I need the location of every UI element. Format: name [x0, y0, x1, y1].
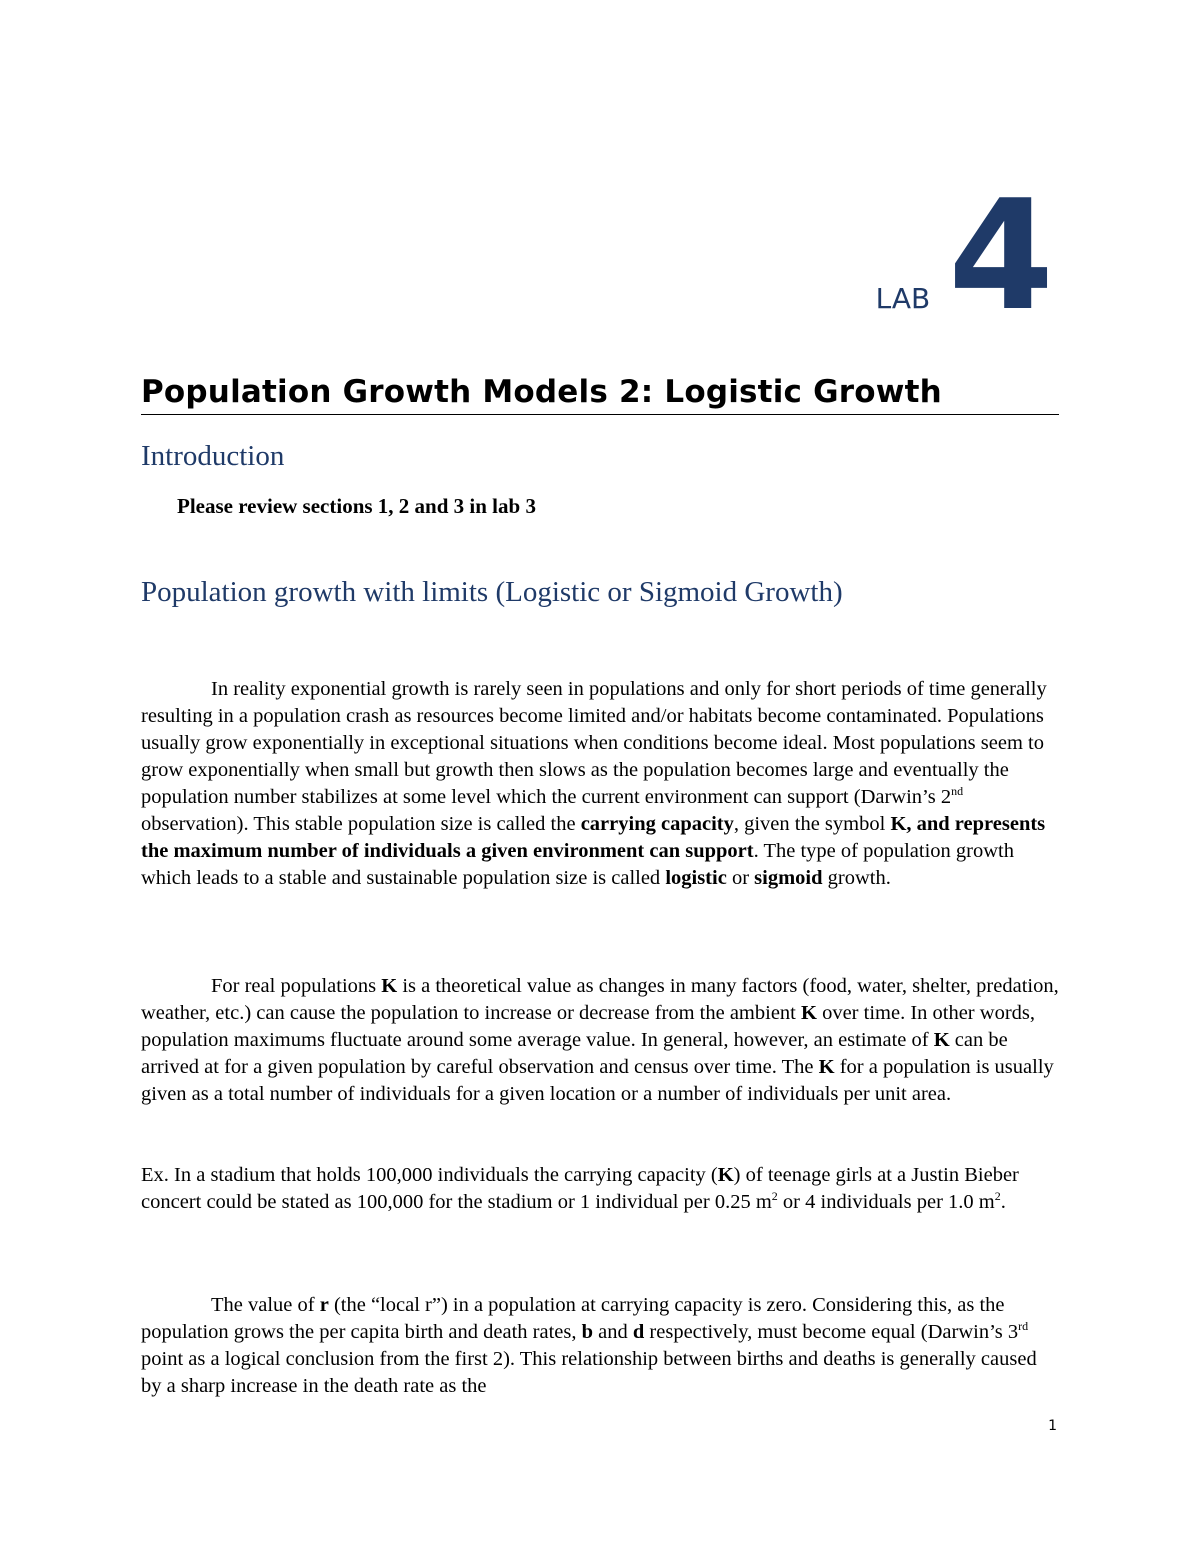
text-run: For real populations [211, 975, 382, 997]
text-run: can be arrived at for a given population by careful observation and census over time. The [141, 1029, 1008, 1078]
text-run: for a population is usually given as a total number of individuals for a given location or a number of individuals per unit area. [141, 1056, 1054, 1105]
bold-term: K [818, 1056, 835, 1078]
lab-number: 4 [948, 167, 1054, 344]
text-run: . The type of population growth which leads to a stable and sustainable population size is called [141, 840, 1014, 889]
text-run: or 4 individuals per 1.0 m [777, 1191, 995, 1213]
bold-term: d [632, 1321, 645, 1343]
text-run: observation). This stable population size is called the [141, 813, 581, 835]
superscript: nd [951, 784, 964, 799]
text-run: over time. In other words, population maximums fluctuate around some average value. In general, however, an estimate of [141, 1002, 1035, 1051]
introduction-heading: Introduction [141, 440, 285, 472]
text-run: is a theoretical value as changes in many factors (food, water, shelter, predation, weather, etc.) can cause the population to increase or decrease from the ambient [141, 975, 1059, 1024]
text-run: growth. [822, 867, 891, 889]
paragraph-example [141, 1162, 1059, 1216]
lab-header [875, 167, 1054, 344]
text-run: or [726, 867, 755, 889]
text-run: and [593, 1321, 633, 1343]
text-run: ) of teenage girls at a Justin Bieber concert could be stated as 100,000 for the stadium or 1 individual per 0.25 m [141, 1164, 1019, 1213]
section-heading: Population growth with limits (Logistic or Sigmoid Growth) [141, 576, 843, 608]
text-run: point as a logical conclusion from the first 2). This relationship between births and deaths is generally caused by a sharp increase in the death rate as the [141, 1348, 1037, 1397]
page-title: Population Growth Models 2: Logistic Growth [141, 374, 1059, 415]
paragraph-logistic-intro [141, 676, 1059, 892]
bold-term: K [381, 975, 398, 997]
bold-term: b [581, 1321, 594, 1343]
superscript: 2 [771, 1189, 778, 1204]
text-run: (the “local r”) in a population at carrying capacity is zero. Considering this, as the population grows the per capita birth and death rates, [141, 1294, 1005, 1343]
bold-term: K [801, 1002, 817, 1024]
lab-label: LAB [875, 282, 931, 315]
superscript: 2 [994, 1189, 1001, 1204]
text-run: . [1000, 1191, 1006, 1213]
review-note: Please review sections 1, 2 and 3 in lab 3 [177, 494, 536, 518]
bold-term: r [319, 1294, 329, 1316]
paragraph-real-populations [141, 973, 1059, 1108]
text-run: , given the symbol [733, 813, 891, 835]
text-run: In reality exponential growth is rarely seen in populations and only for short periods of time generally resulting in a population crash as resources become limited and/or habitats become contaminated. Populations usually grow exponentially in exceptional situations when conditions become ideal. Most populations seem to grow exponentially when small but growth then slows as the population becomes large and eventually the population number stabilizes at some level which the current environment can support (Darwin’s 2 [141, 678, 1047, 808]
page-number: 1 [1048, 1418, 1057, 1434]
superscript: rd [1018, 1319, 1029, 1334]
text-run: Ex. In a stadium that holds 100,000 individuals the carrying capacity ( [141, 1164, 718, 1186]
bold-term: K, and represents the maximum number of individuals a given environment can support [141, 813, 1046, 862]
bold-term: carrying capacity [580, 813, 734, 835]
bold-term: sigmoid [754, 867, 823, 889]
text-run: The value of [211, 1294, 320, 1316]
text-run: respectively, must become equal (Darwin’s 3 [644, 1321, 1019, 1343]
bold-term: K [717, 1164, 734, 1186]
bold-term: logistic [665, 867, 727, 889]
bold-term: K [933, 1029, 950, 1051]
paragraph-local-r [141, 1292, 1059, 1400]
